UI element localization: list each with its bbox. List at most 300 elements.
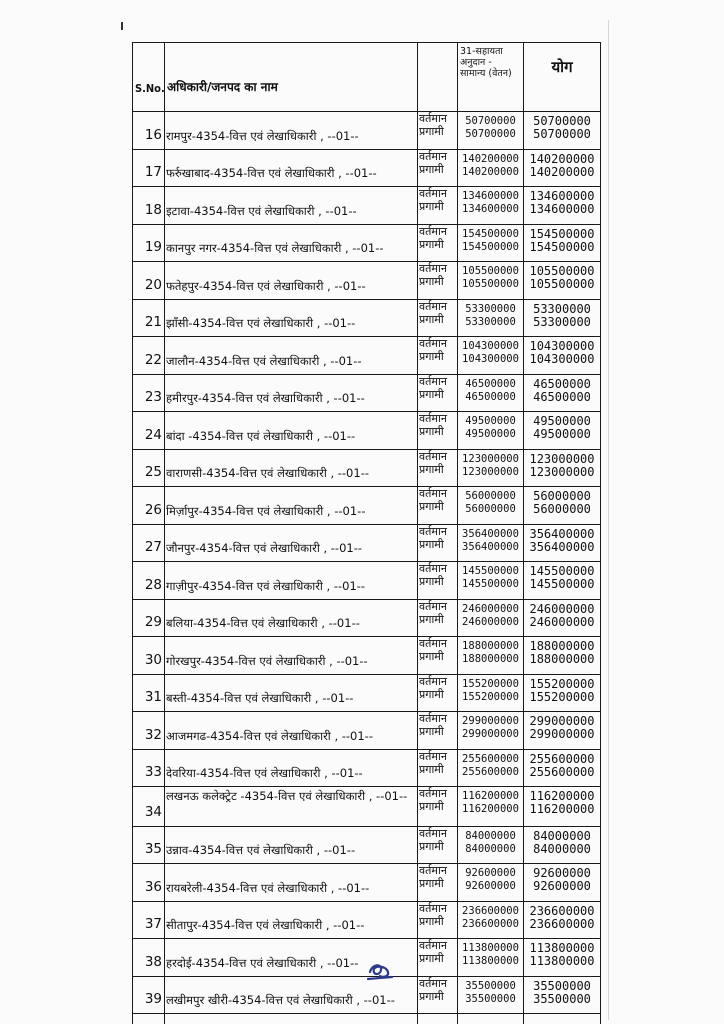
amount-current: 255600000 (462, 752, 519, 765)
header-budget-head (458, 43, 524, 112)
amount-current: 46500000 (465, 377, 516, 390)
total-progressive: 35500000 (533, 991, 591, 1006)
total-current: 104300000 (529, 339, 595, 353)
label-current: वर्तमान (419, 599, 447, 613)
row-sno: 17 (133, 149, 165, 187)
label-current: वर्तमान (419, 187, 447, 200)
total-progressive: 92600000 (533, 879, 591, 893)
period-labels (418, 524, 458, 562)
office-name: बस्ती-4354-वित्त एवं लेखाधिकारी , --01-- (165, 674, 418, 712)
period-labels (418, 149, 458, 187)
total-amounts (524, 524, 601, 562)
grant-amounts (458, 637, 524, 675)
table-row (133, 787, 601, 827)
row-sno: 18 (133, 187, 165, 225)
amount-current: 236600000 (462, 904, 519, 917)
label-progressive: प्रगामी (419, 500, 444, 513)
office-name: कानपुर नगर-4354-वित्त एवं लेखाधिकारी , --01-- (165, 224, 418, 262)
total-current: 134600000 (529, 189, 595, 203)
total-current: 56000000 (533, 489, 591, 503)
amount-current: 53300000 (465, 302, 516, 315)
table-row (133, 487, 601, 525)
office-name: आजमगढ-4354-वित्त एवं लेखाधिकारी , --01-- (165, 712, 418, 750)
header-sno: S.No. (133, 43, 165, 112)
total-current: 53300000 (533, 301, 591, 316)
total-current: 188000000 (529, 639, 595, 653)
grant-amounts (458, 599, 524, 637)
table-row (133, 712, 601, 750)
amount-current: 92600000 (465, 867, 516, 879)
row-sno: 26 (133, 487, 165, 525)
label-current: वर्तमान (419, 412, 447, 425)
label-progressive: प्रगामी (419, 989, 444, 1003)
total-amounts (524, 674, 601, 712)
amount-current: 104300000 (462, 340, 519, 352)
amount-progressive: 154500000 (462, 240, 519, 253)
label-current: वर्तमान (419, 864, 447, 877)
total-progressive: 155200000 (529, 689, 595, 704)
row-sno: 31 (133, 674, 165, 712)
handwritten-initial-mark (364, 960, 396, 982)
office-name: गोरखपुर-4354-वित्त एवं लेखाधिकारी , --01-- (165, 637, 418, 675)
total-progressive: 53300000 (533, 314, 591, 329)
period-labels (418, 449, 458, 487)
total-progressive: 188000000 (529, 652, 595, 666)
total-current: 113800000 (529, 941, 595, 955)
grant-amounts (458, 787, 524, 827)
label-current: वर्तमान (419, 749, 447, 763)
label-current: वर्तमान (419, 112, 447, 125)
total-current: 246000000 (529, 601, 595, 616)
total-current: 145500000 (529, 564, 595, 578)
amount-progressive: 140200000 (462, 165, 519, 178)
label-current: वर्तमान (419, 299, 447, 313)
label-current: वर्तमान (419, 449, 447, 463)
total-progressive: 49500000 (533, 427, 591, 441)
office-name: सीतापुर-4354-वित्त एवं लेखाधिकारी , --01-- (165, 901, 418, 939)
period-labels (418, 637, 458, 675)
total-current: 356400000 (529, 526, 595, 541)
table-row (133, 449, 601, 487)
total-progressive: 236600000 (529, 916, 595, 931)
row-sno: 35 (133, 826, 165, 864)
amount-current: 246000000 (462, 602, 519, 615)
label-progressive: प्रगामी (419, 387, 444, 401)
office-name: रामपुर-4354-वित्त एवं लेखाधिकारी , --01-- (165, 112, 418, 150)
row-sno: 37 (133, 901, 165, 939)
total-progressive: 104300000 (529, 352, 595, 366)
total-amounts (524, 374, 601, 412)
amount-progressive: 35500000 (465, 992, 516, 1005)
label-current: वर्तमान (419, 149, 447, 163)
amount-current: 35500000 (465, 979, 516, 992)
amount-current: 123000000 (462, 452, 519, 465)
grant-amounts (458, 901, 524, 939)
label-current: वर्तमान (419, 487, 447, 500)
amount-current: 140200000 (462, 152, 519, 165)
amount-progressive: 113800000 (462, 955, 519, 967)
grant-amounts (458, 187, 524, 225)
total-amounts (524, 299, 601, 337)
label-current: वर्तमान (419, 939, 447, 952)
row-sno: 24 (133, 412, 165, 450)
amount-current: 188000000 (462, 640, 519, 652)
label-progressive: प्रगामी (419, 162, 444, 176)
table-row (133, 412, 601, 450)
row-sno: 25 (133, 449, 165, 487)
amount-progressive: 356400000 (462, 540, 519, 553)
continuation-cell (165, 1014, 418, 1024)
total-progressive: 105500000 (529, 277, 595, 291)
label-progressive: प्रगामी (419, 725, 444, 738)
total-amounts (524, 487, 601, 525)
period-labels (418, 787, 458, 827)
period-labels (418, 562, 458, 600)
header-name: अधिकारी/जनपद का नाम (165, 43, 418, 112)
row-sno: 39 (133, 976, 165, 1014)
table-row (133, 524, 601, 562)
total-current: 105500000 (529, 264, 595, 278)
amount-progressive: 104300000 (462, 353, 519, 365)
table-row (133, 674, 601, 712)
office-name: झाँसी-4354-वित्त एवं लेखाधिकारी , --01-- (165, 299, 418, 337)
total-progressive: 299000000 (529, 727, 595, 741)
total-progressive: 246000000 (529, 614, 595, 629)
grant-amounts (458, 224, 524, 262)
label-progressive: प्रगामी (419, 237, 444, 251)
grant-amounts (458, 674, 524, 712)
total-amounts (524, 224, 601, 262)
row-sno: 28 (133, 562, 165, 600)
period-labels (418, 864, 458, 902)
grant-amounts (458, 149, 524, 187)
total-amounts (524, 901, 601, 939)
label-current: वर्तमान (419, 224, 447, 238)
total-amounts (524, 637, 601, 675)
amount-current: 356400000 (462, 527, 519, 540)
amount-current: 56000000 (465, 490, 516, 502)
amount-current: 134600000 (462, 190, 519, 202)
amount-progressive: 49500000 (465, 428, 516, 440)
label-progressive: प्रगामी (419, 200, 444, 213)
total-current: 299000000 (529, 714, 595, 728)
office-name: बलिया-4354-वित्त एवं लेखाधिकारी , --01-- (165, 599, 418, 637)
grant-amounts (458, 712, 524, 750)
total-progressive: 134600000 (529, 202, 595, 216)
grant-amounts (458, 374, 524, 412)
label-progressive: प्रगामी (419, 425, 444, 438)
row-sno: 19 (133, 224, 165, 262)
amount-current: 116200000 (462, 790, 519, 802)
label-progressive: प्रगामी (419, 312, 444, 326)
office-name: गाज़ीपुर-4354-वित्त एवं लेखाधिकारी , --01-- (165, 562, 418, 600)
grant-amounts (458, 262, 524, 300)
total-progressive: 56000000 (533, 502, 591, 516)
label-progressive: प्रगामी (419, 350, 444, 363)
office-name: हमीरपुर-4354-वित्त एवं लेखाधिकारी , --01-- (165, 374, 418, 412)
amount-progressive: 123000000 (462, 465, 519, 478)
office-name: उन्नाव-4354-वित्त एवं लेखाधिकारी , --01-- (165, 826, 418, 864)
total-current: 140200000 (529, 151, 595, 166)
header-budget-head-line3: सामान्य (वेतन) (460, 68, 512, 79)
label-progressive: प्रगामी (419, 275, 444, 288)
label-current: वर्तमान (419, 262, 447, 275)
period-labels (418, 976, 458, 1014)
amount-progressive: 246000000 (462, 615, 519, 628)
period-labels (418, 674, 458, 712)
total-amounts (524, 749, 601, 787)
row-sno: 27 (133, 524, 165, 562)
total-current: 255600000 (529, 751, 595, 766)
amount-progressive: 105500000 (462, 278, 519, 290)
period-labels (418, 187, 458, 225)
header-blank (418, 43, 458, 112)
amount-progressive: 299000000 (462, 728, 519, 740)
row-sno: 38 (133, 939, 165, 977)
grant-amounts (458, 864, 524, 902)
office-name: मिर्ज़ापुर-4354-वित्त एवं लेखाधिकारी , --01-- (165, 487, 418, 525)
label-progressive: प्रगामी (419, 914, 444, 928)
office-name: वाराणसी-4354-वित्त एवं लेखाधिकारी , --01-- (165, 449, 418, 487)
amount-current: 145500000 (462, 565, 519, 577)
total-current: 84000000 (533, 828, 591, 843)
amount-current: 105500000 (462, 265, 519, 277)
office-name: हरदोई-4354-वित्त एवं लेखाधिकारी , --01-- (165, 939, 418, 977)
table-row (133, 826, 601, 864)
table-row (133, 224, 601, 262)
amount-progressive: 236600000 (462, 917, 519, 930)
header-budget-head-line2: अनुदान - (460, 57, 492, 68)
amount-progressive: 46500000 (465, 390, 516, 403)
label-progressive: प्रगामी (419, 800, 444, 813)
office-name: लखनऊ कलेक्ट्रेट -4354-वित्त एवं लेखाधिकारी , --01-- (165, 787, 418, 827)
row-sno: 21 (133, 299, 165, 337)
total-amounts (524, 826, 601, 864)
amount-progressive: 84000000 (465, 842, 516, 855)
allocation-table (132, 42, 601, 1024)
header-total: योग (524, 43, 601, 112)
table-row (133, 637, 601, 675)
total-current: 123000000 (529, 451, 595, 466)
amount-progressive: 92600000 (465, 880, 516, 892)
label-current: वर्तमान (419, 524, 447, 538)
row-sno: 30 (133, 637, 165, 675)
row-sno: 29 (133, 599, 165, 637)
total-progressive: 356400000 (529, 539, 595, 554)
office-name: जालौन-4354-वित्त एवं लेखाधिकारी , --01-- (165, 337, 418, 375)
total-progressive: 140200000 (529, 164, 595, 179)
table-row (133, 749, 601, 787)
label-progressive: प्रगामी (419, 952, 444, 965)
label-current: वर्तमान (419, 637, 447, 650)
office-name: फतेहपुर-4354-वित्त एवं लेखाधिकारी , --01-- (165, 262, 418, 300)
total-progressive: 116200000 (529, 802, 595, 816)
grant-amounts (458, 412, 524, 450)
total-progressive: 154500000 (529, 239, 595, 254)
table-row (133, 299, 601, 337)
office-name: जौनपुर-4354-वित्त एवं लेखाधिकारी , --01-- (165, 524, 418, 562)
total-amounts (524, 337, 601, 375)
total-current: 155200000 (529, 676, 595, 691)
label-current: वर्तमान (419, 562, 447, 575)
period-labels (418, 901, 458, 939)
table-row (133, 149, 601, 187)
total-amounts (524, 112, 601, 150)
period-labels (418, 487, 458, 525)
table-header-row (133, 43, 601, 112)
total-amounts (524, 864, 601, 902)
period-labels (418, 112, 458, 150)
grant-amounts (458, 939, 524, 977)
total-progressive: 255600000 (529, 764, 595, 779)
period-labels (418, 374, 458, 412)
label-progressive: प्रगामी (419, 650, 444, 663)
grant-amounts (458, 337, 524, 375)
total-amounts (524, 939, 601, 977)
label-progressive: प्रगामी (419, 575, 444, 588)
table-row (133, 901, 601, 939)
total-amounts (524, 187, 601, 225)
total-current: 49500000 (533, 414, 591, 428)
label-progressive: प्रगामी (419, 762, 444, 776)
amount-progressive: 145500000 (462, 578, 519, 590)
table-row (133, 864, 601, 902)
period-labels (418, 224, 458, 262)
row-sno: 20 (133, 262, 165, 300)
period-labels (418, 712, 458, 750)
grant-amounts (458, 749, 524, 787)
total-amounts (524, 412, 601, 450)
label-progressive: प्रगामी (419, 125, 444, 138)
total-progressive: 46500000 (533, 389, 591, 404)
label-progressive: प्रगामी (419, 877, 444, 890)
label-current: वर्तमान (419, 787, 447, 800)
table-row (133, 112, 601, 150)
total-amounts (524, 976, 601, 1014)
total-progressive: 84000000 (533, 841, 591, 856)
label-progressive: प्रगामी (419, 612, 444, 626)
amount-current: 155200000 (462, 677, 519, 690)
pen-tick-mark (121, 22, 123, 30)
period-labels (418, 749, 458, 787)
table-row (133, 599, 601, 637)
total-progressive: 113800000 (529, 954, 595, 968)
continuation-cell (458, 1014, 524, 1024)
table-row (133, 262, 601, 300)
amount-current: 113800000 (462, 942, 519, 954)
label-current: वर्तमान (419, 712, 447, 725)
grant-amounts (458, 487, 524, 525)
grant-amounts (458, 112, 524, 150)
total-current: 35500000 (533, 978, 591, 993)
grant-amounts (458, 976, 524, 1014)
amount-current: 49500000 (465, 415, 516, 427)
total-amounts (524, 599, 601, 637)
label-current: वर्तमान (419, 674, 447, 688)
grant-amounts (458, 524, 524, 562)
period-labels (418, 412, 458, 450)
office-name: बांदा -4354-वित्त एवं लेखाधिकारी , --01-- (165, 412, 418, 450)
label-current: वर्तमान (419, 337, 447, 350)
row-sno: 34 (133, 787, 165, 827)
total-current: 236600000 (529, 903, 595, 918)
total-amounts (524, 787, 601, 827)
table-row (133, 374, 601, 412)
table-row (133, 337, 601, 375)
label-progressive: प्रगामी (419, 839, 444, 853)
row-sno: 32 (133, 712, 165, 750)
table-continuation-row (133, 1014, 601, 1024)
row-sno: 16 (133, 112, 165, 150)
table-row (133, 187, 601, 225)
total-progressive: 50700000 (533, 127, 591, 141)
row-sno: 22 (133, 337, 165, 375)
period-labels (418, 826, 458, 864)
grant-amounts (458, 299, 524, 337)
amount-progressive: 255600000 (462, 765, 519, 778)
total-amounts (524, 149, 601, 187)
amount-progressive: 188000000 (462, 653, 519, 665)
total-current: 154500000 (529, 226, 595, 241)
grant-amounts (458, 562, 524, 600)
office-name: इटावा-4354-वित्त एवं लेखाधिकारी , --01-- (165, 187, 418, 225)
total-current: 46500000 (533, 376, 591, 391)
table-row (133, 562, 601, 600)
row-sno: 23 (133, 374, 165, 412)
amount-current: 154500000 (462, 227, 519, 240)
row-sno: 36 (133, 864, 165, 902)
amount-current: 299000000 (462, 715, 519, 727)
total-amounts (524, 712, 601, 750)
total-progressive: 145500000 (529, 577, 595, 591)
total-current: 92600000 (533, 866, 591, 880)
page-margin-line (608, 20, 609, 1020)
office-name: फर्रुखाबाद-4354-वित्त एवं लेखाधिकारी , --01-- (165, 149, 418, 187)
label-current: वर्तमान (419, 976, 447, 990)
period-labels (418, 939, 458, 977)
period-labels (418, 299, 458, 337)
amount-current: 84000000 (465, 829, 516, 842)
total-amounts (524, 449, 601, 487)
total-amounts (524, 262, 601, 300)
continuation-cell (133, 1014, 165, 1024)
period-labels (418, 262, 458, 300)
grant-amounts (458, 449, 524, 487)
amount-progressive: 53300000 (465, 315, 516, 328)
office-name: देवरिया-4354-वित्त एवं लेखाधिकारी , --01-- (165, 749, 418, 787)
header-budget-head-line1: 31-सहायता (460, 46, 503, 57)
total-amounts (524, 562, 601, 600)
period-labels (418, 337, 458, 375)
total-current: 50700000 (533, 114, 591, 128)
label-progressive: प्रगामी (419, 537, 444, 551)
grant-amounts (458, 826, 524, 864)
amount-progressive: 116200000 (462, 803, 519, 815)
label-current: वर्तमान (419, 374, 447, 388)
continuation-cell (524, 1014, 601, 1024)
label-progressive: प्रगामी (419, 462, 444, 476)
label-current: वर्तमान (419, 826, 447, 840)
continuation-cell (418, 1014, 458, 1024)
total-current: 116200000 (529, 789, 595, 803)
label-current: वर्तमान (419, 901, 447, 915)
amount-progressive: 56000000 (465, 503, 516, 515)
label-progressive: प्रगामी (419, 687, 444, 701)
amount-progressive: 155200000 (462, 690, 519, 703)
amount-current: 50700000 (465, 115, 516, 127)
office-name: लखीमपुर खीरी-4354-वित्त एवं लेखाधिकारी , --01-- (165, 976, 418, 1014)
period-labels (418, 599, 458, 637)
